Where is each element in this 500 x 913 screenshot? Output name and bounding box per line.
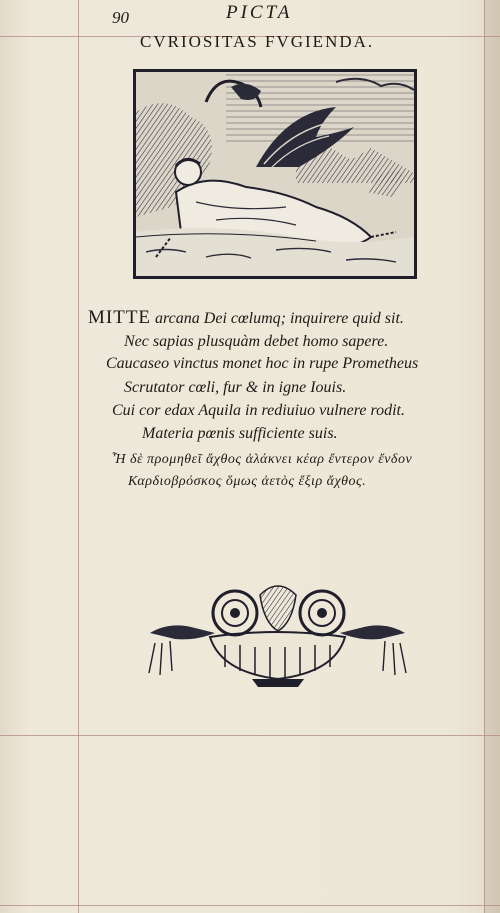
prometheus-eagle-woodcut-icon	[133, 69, 417, 279]
verse-line-1	[88, 307, 404, 329]
verse-line-2: Nec sapias plusquàm debet homo sapere.	[124, 333, 389, 350]
verse-line-4: Scrutator cœli, fur & in igne Iouis.	[124, 379, 347, 396]
verse-line-6: Materia pœnis sufficiente suis.	[142, 425, 338, 442]
margin-rule-right	[484, 0, 485, 913]
page-edge	[484, 0, 500, 913]
emblem-motto: CVRIOSITAS FVGIENDA.	[140, 32, 375, 51]
margin-rule-lower	[0, 735, 500, 736]
page-number: 90	[112, 8, 129, 27]
verse-initial: MITTE	[88, 307, 152, 328]
verse-line-5: Cui cor edax Aquila in rediuiuo vulnere rodit.	[112, 402, 405, 419]
running-head: PICTA	[226, 2, 293, 23]
greek-line-2: Καρδιοβρόσκος ὅμως ἀετὸς ἔξιρ ἄχθος.	[128, 474, 367, 489]
verse-line-3: Caucaseo vinctus monet hoc in rupe Prometheus	[106, 355, 419, 372]
vase-ornament-icon	[140, 575, 415, 695]
margin-rule-left	[78, 0, 79, 913]
greek-line-1: Ἦ δὲ προμηθεῖ ἄχθος ἀλάκνει κέαρ ἔντερον ἔνδον	[112, 452, 413, 467]
verse-text: arcana Dei cœlumq; inquirere quid sit.	[155, 310, 404, 327]
margin-rule-bottom	[0, 905, 500, 906]
